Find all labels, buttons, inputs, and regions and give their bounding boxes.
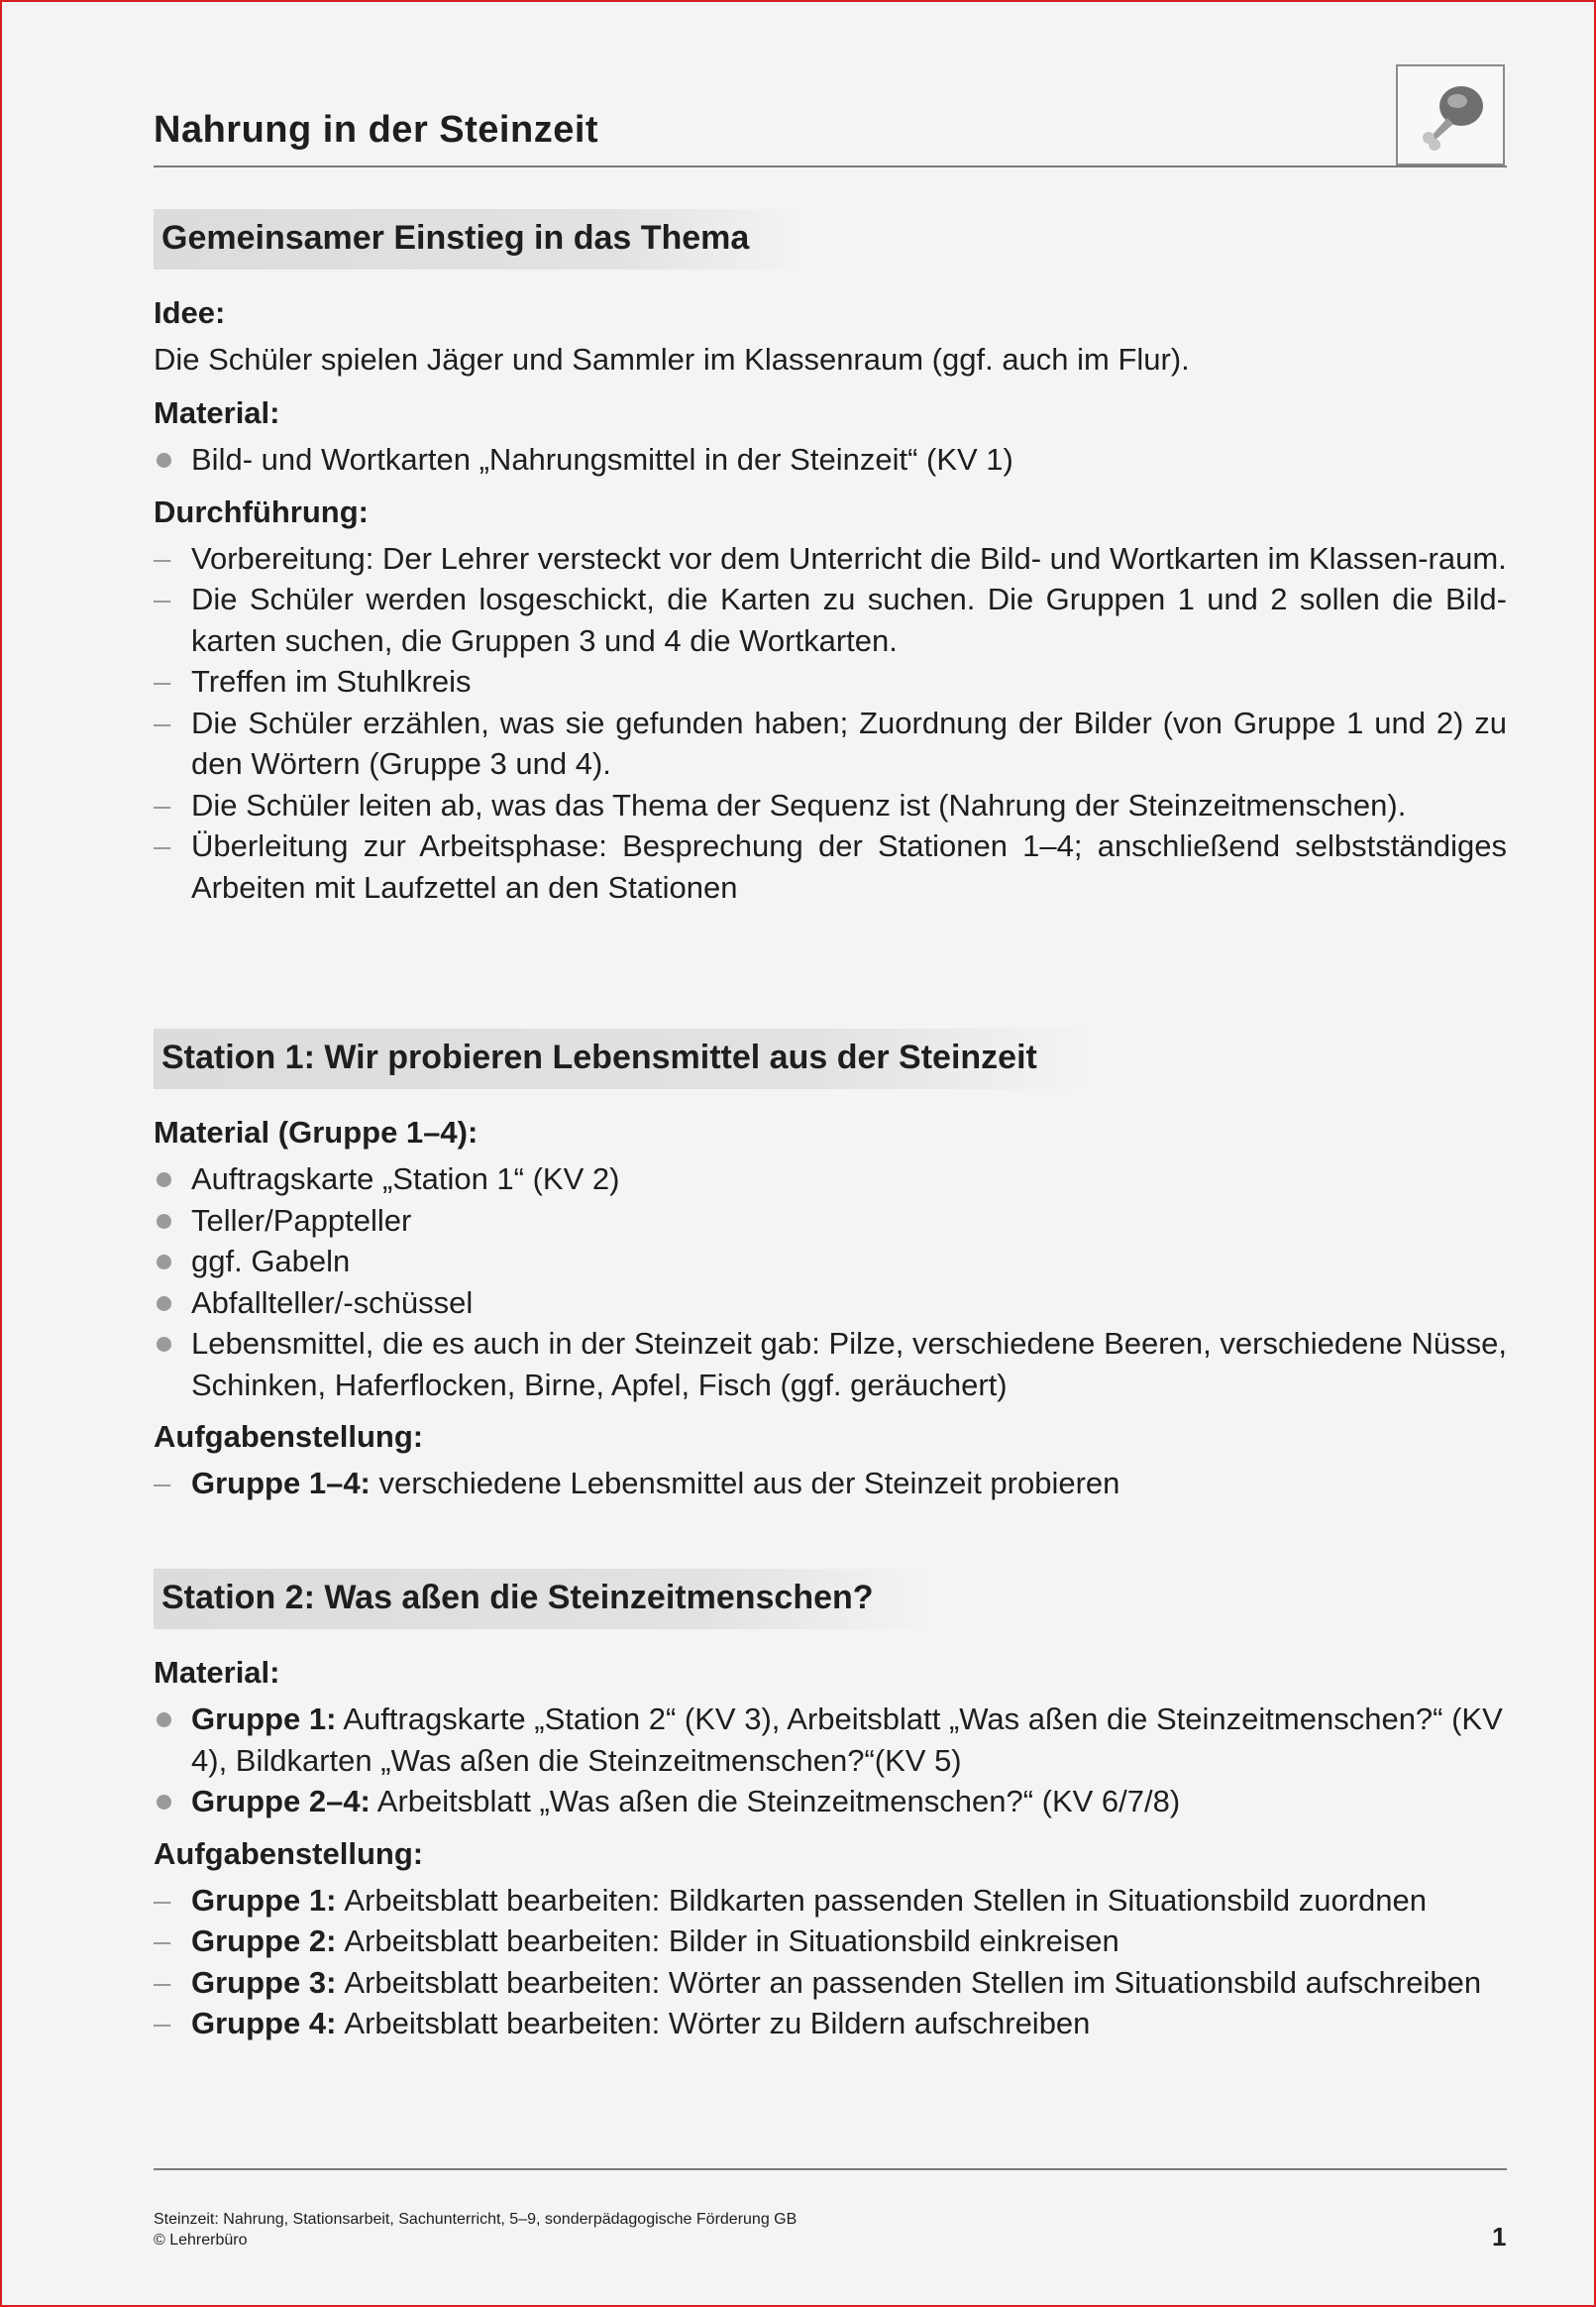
intro-heading: Gemeinsamer Einstieg in das Thema: [154, 209, 808, 270]
station1-material-label: Material (Gruppe 1–4):: [154, 1115, 479, 1150]
group-label: – Gruppe 3:: [191, 1964, 337, 2000]
list-item: [154, 1463, 1507, 1504]
list-item: ggf. Gabeln: [154, 1241, 1507, 1282]
station2-section: [154, 1569, 1507, 2044]
group-label: – Gruppe 2:: [191, 1923, 337, 1958]
list-item: Lebensmittel, die es auch in der Steinzeit gab: Pilze, verschiedene Beeren, verschiedene Nüsse, Schinken, Haferflocken, Birne, Apfel, Fisch (ggf. geräuchert): [154, 1323, 1507, 1405]
task-text: verschiedene Lebensmittel aus der Steinzeit probieren: [378, 1466, 1120, 1500]
list-item: Bild- und Wortkarten „Nahrungsmittel in der Steinzeit“ (KV 1): [154, 439, 1507, 481]
station2-material-label: Material:: [154, 1655, 280, 1690]
task-text: Arbeitsblatt bearbeiten: Bilder in Situationsbild einkreisen: [344, 1923, 1119, 1958]
list-item: [154, 1880, 1507, 1922]
footer-divider: [154, 2168, 1507, 2170]
station1-task-label: Aufgabenstellung:: [154, 1419, 424, 1454]
station2-task-label: Aufgabenstellung:: [154, 1835, 424, 1871]
list-item: [154, 1699, 1507, 1781]
station2-heading: Station 2: Was aßen die Steinzeitmenschen?: [154, 1569, 933, 1629]
material-label: Material:: [154, 395, 280, 430]
list-item: Abfallteller/-schüssel: [154, 1282, 1507, 1324]
material-text: Arbeitsblatt „Was aßen die Steinzeitmenschen?“ (KV 6/7/8): [376, 1784, 1181, 1818]
idea-text: Die Schüler spielen Jäger und Sammler im Klassenraum (ggf. auch im Flur).: [154, 342, 1190, 377]
procedure-list: [154, 538, 1507, 909]
list-item: – Die Schüler erzählen, was sie gefunden haben; Zuordnung der Bilder (von Gruppe 1 und 2) zu den Wörtern (Gruppe 3 und 4).: [154, 703, 1507, 785]
station1-task-list: [154, 1463, 1507, 1504]
group-label: Gruppe 1:: [191, 1702, 337, 1736]
station1-material-list: [154, 1158, 1507, 1405]
intro-section: [154, 209, 1507, 908]
list-item: – Die Schüler werden losgeschickt, die Karten zu suchen. Die Gruppen 1 und 2 sollen die Bild-karten suchen, die Gruppen 3 und 4 die Wortkarten.: [154, 579, 1507, 661]
task-text: Arbeitsblatt bearbeiten: Bildkarten passenden Stellen in Situationsbild zuordnen: [344, 1882, 1428, 1918]
list-item: – Treffen im Stuhlkreis: [154, 661, 1507, 703]
station2-task-list: [154, 1880, 1507, 2044]
station1-heading: Station 1: Wir probieren Lebensmittel aus der Steinzeit: [154, 1029, 1097, 1089]
list-item: – Die Schüler leiten ab, was das Thema der Sequenz ist (Nahrung der Steinzeitmenschen).: [154, 785, 1507, 826]
material-text: Auftragskarte „Station 2“ (KV 3), Arbeitsblatt „Was aßen die Steinzeitmenschen?“ (KV 4), Bildkarten „Was aßen die Steinzeitmenschen?“(KV 5): [191, 1702, 1503, 1778]
task-text: Arbeitsblatt bearbeiten: Wörter zu Bildern aufschreiben: [344, 2006, 1091, 2040]
station1-section: [154, 1029, 1507, 1504]
footer-copyright: © Lehrerbüro: [154, 2232, 248, 2249]
group-label: – Gruppe 4:: [191, 2006, 337, 2040]
group-label: Gruppe 2–4:: [191, 1784, 371, 1818]
group-label: Gruppe 1–4:: [191, 1466, 371, 1500]
title-divider: [154, 165, 1507, 167]
list-item: [154, 1962, 1507, 2004]
page-title: Nahrung in der Steinzeit: [154, 109, 599, 151]
list-item: – Überleitung zur Arbeitsphase: Besprechung der Stationen 1–4; anschließend selbstständiges Arbeiten mit Laufzettel an den Stationen: [154, 825, 1507, 908]
task-text: Arbeitsblatt bearbeiten: Wörter an passenden Stellen im Situationsbild aufschreiben: [344, 1964, 1482, 2000]
list-item: [154, 2003, 1507, 2044]
list-item: [154, 1781, 1507, 1822]
station2-material-list: [154, 1699, 1507, 1822]
idea-label: Idee:: [154, 295, 226, 330]
list-item: Auftragskarte „Station 1“ (KV 2): [154, 1158, 1507, 1200]
list-item: Teller/Pappteller: [154, 1200, 1507, 1242]
drumstick-icon: [1418, 80, 1487, 154]
group-label: – Gruppe 1:: [191, 1882, 337, 1918]
header-icon-box: [1396, 64, 1505, 165]
footer-source: Steinzeit: Nahrung, Stationsarbeit, Sachunterricht, 5–9, sonderpädagogische Förderung GB: [154, 2211, 798, 2228]
list-item: [154, 1921, 1507, 1962]
intro-material-list: [154, 439, 1507, 481]
procedure-label: Durchführung:: [154, 494, 369, 529]
list-item: – Vorbereitung: Der Lehrer versteckt vor dem Unterricht die Bild- und Wortkarten im Klassen-raum.: [154, 538, 1507, 580]
page-number: 1: [1492, 2222, 1507, 2252]
